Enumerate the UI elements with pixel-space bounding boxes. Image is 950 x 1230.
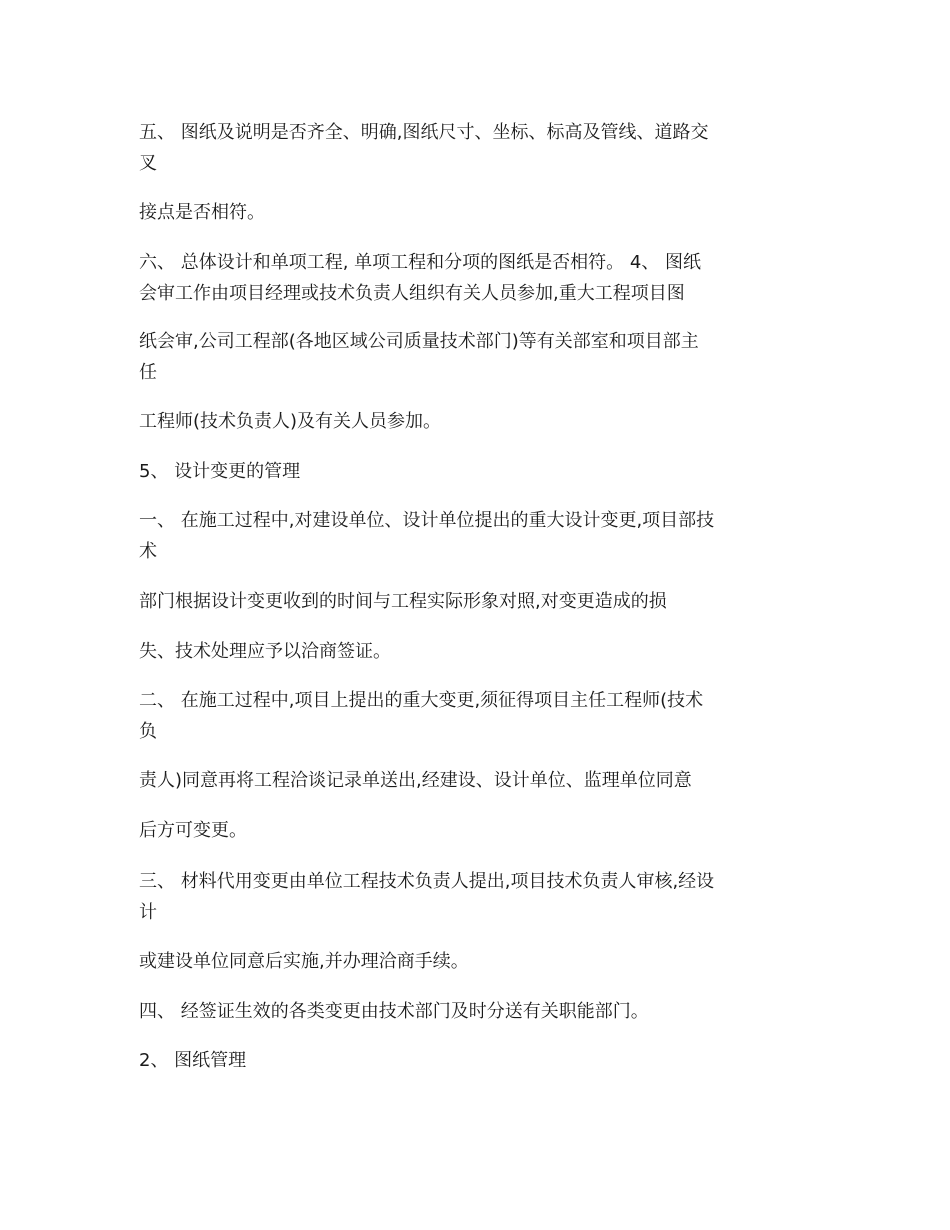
text-line: 术	[139, 541, 157, 562]
text-line: 负	[139, 721, 157, 742]
text-line: 部门根据设计变更收到的时间与工程实际形象对照,对变更造成的损	[139, 591, 667, 612]
text-line: 接点是否相符。	[139, 202, 265, 223]
text-line: 叉	[139, 153, 157, 174]
text-line: 纸会审,公司工程部(各地区域公司质量技术部门)等有关部室和项目部主	[139, 331, 699, 352]
text-line: 工程师(技术负责人)及有关人员参加。	[139, 411, 442, 432]
text-line: 二、 在施工过程中,项目上提出的重大变更,须征得项目主任工程师(技术	[139, 690, 704, 711]
text-line: 四、 经签证生效的各类变更由技术部门及时分送有关职能部门。	[139, 1001, 649, 1022]
section-heading: 5、 设计变更的管理	[139, 461, 301, 482]
text-line: 五、 图纸及说明是否齐全、明确,图纸尺寸、坐标、标高及管线、道路交	[139, 122, 709, 143]
text-line: 会审工作由项目经理或技术负责人组织有关人员参加,重大工程项目图	[139, 283, 685, 304]
text-line: 计	[139, 902, 157, 923]
text-line: 三、 材料代用变更由单位工程技术负责人提出,项目技术负责人审核,经设	[139, 871, 715, 892]
text-line: 失、技术处理应予以洽商签证。	[139, 641, 391, 662]
text-line: 或建设单位同意后实施,并办理洽商手续。	[139, 951, 469, 972]
text-line: 责人)同意再将工程洽谈记录单送出,经建设、设计单位、监理单位同意	[139, 770, 692, 791]
section-heading: 2、 图纸管理	[139, 1050, 247, 1071]
text-line: 后方可变更。	[139, 820, 247, 841]
text-line: 一、 在施工过程中,对建设单位、设计单位提出的重大设计变更,项目部技	[139, 510, 715, 531]
text-line: 六、 总体设计和单项工程, 单项工程和分项的图纸是否相符。 4、 图纸	[139, 252, 702, 273]
text-line: 任	[139, 362, 157, 383]
